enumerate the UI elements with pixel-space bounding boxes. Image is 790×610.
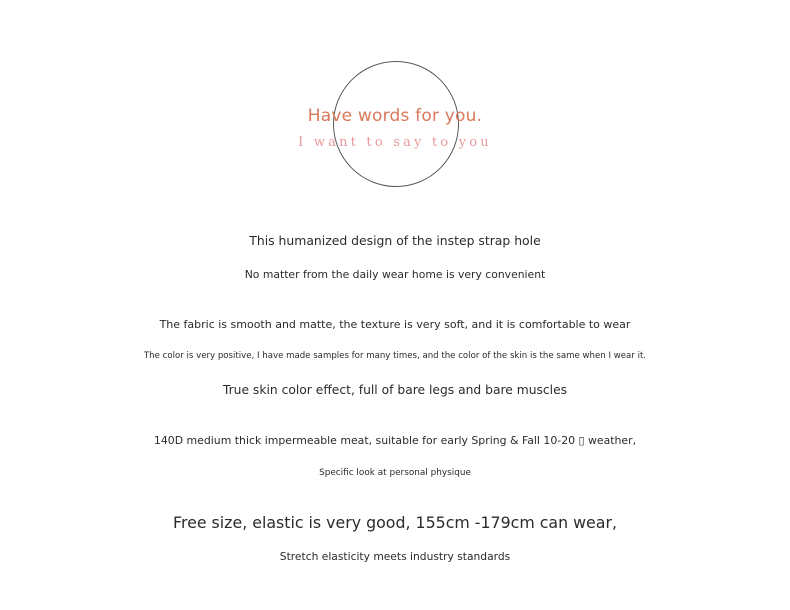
description-line-2: No matter from the daily wear home is very convenient xyxy=(244,268,546,281)
description-line-6: 140D medium thick impermeable meat, suitable for early Spring & Fall 10-20 ▯ weather, xyxy=(153,434,637,447)
description-line-8: Free size, elastic is very good, 155cm -179cm can wear, xyxy=(173,513,617,532)
description-line-7: Specific look at personal physique xyxy=(319,468,471,478)
description-line-9: Stretch elasticity meets industry standards xyxy=(279,550,511,563)
header-subtitle: I want to say to you xyxy=(298,135,492,150)
description-line-3: The fabric is smooth and matte, the texture is very soft, and it is comfortable to wear xyxy=(159,318,631,331)
description-line-1: This humanized design of the instep strap hole xyxy=(249,233,541,248)
description-line-4: The color is very positive, I have made samples for many times, and the color of the skin is the same when I wear it. xyxy=(143,351,647,361)
description-line-5: True skin color effect, full of bare legs and bare muscles xyxy=(222,383,568,397)
header-title: Have words for you. xyxy=(307,106,483,126)
